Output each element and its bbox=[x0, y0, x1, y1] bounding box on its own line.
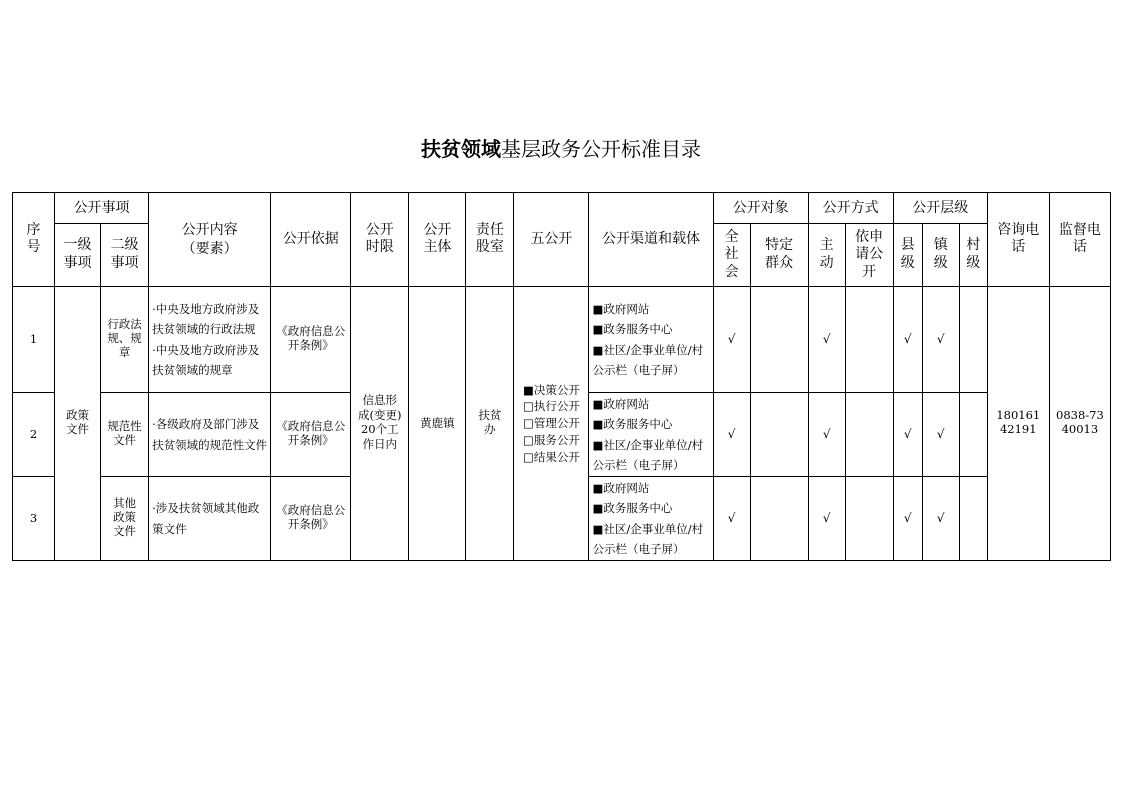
basis-cell: 《政府信息公开条例》 bbox=[271, 287, 351, 393]
header-lvl-county: 县级 bbox=[893, 224, 922, 287]
obj-all-check: √ bbox=[713, 287, 750, 393]
five-item: □管理公开 bbox=[522, 416, 580, 431]
basis-cell: 《政府信息公开条例》 bbox=[271, 477, 351, 561]
header-obj-all: 全社会 bbox=[713, 224, 750, 287]
header-consult: 咨询电话 bbox=[987, 193, 1049, 287]
method-apply-check bbox=[845, 393, 893, 477]
lvl-town-check: √ bbox=[922, 393, 959, 477]
channels-cell: ■政府网站 ■政务服务中心 ■社区/企事业单位/村公示栏（电子屏） bbox=[589, 393, 713, 477]
obj-all-check: √ bbox=[713, 477, 750, 561]
method-active-check: √ bbox=[808, 393, 845, 477]
method-apply-check bbox=[845, 287, 893, 393]
subject-cell: 黄鹿镇 bbox=[409, 287, 466, 561]
header-level2: 二级事项 bbox=[101, 224, 149, 287]
row-seq: 2 bbox=[13, 393, 55, 477]
header-open-items: 公开事项 bbox=[55, 193, 149, 224]
header-lvl-town: 镇级 bbox=[922, 224, 959, 287]
dept-cell: 扶贫办 bbox=[466, 287, 514, 561]
five-item: ■决策公开 bbox=[522, 382, 580, 397]
obj-specific-check bbox=[750, 287, 808, 393]
header-method-active: 主动 bbox=[808, 224, 845, 287]
table-row bbox=[13, 287, 1111, 393]
level1-cell: 政策文件 bbox=[55, 287, 101, 561]
level2-cell: 规范性文件 bbox=[101, 393, 149, 477]
header-supervise: 监督电话 bbox=[1049, 193, 1110, 287]
level2-cell: 其他政策文件 bbox=[101, 477, 149, 561]
content-cell: ·涉及扶贫领域其他政策文件 bbox=[149, 477, 271, 561]
method-active-check: √ bbox=[808, 477, 845, 561]
obj-specific-check bbox=[750, 477, 808, 561]
supervise-phone: 0838-7340013 bbox=[1049, 287, 1110, 561]
lvl-village-check bbox=[959, 287, 987, 393]
content-cell: ·各级政府及部门涉及扶贫领域的规范性文件 bbox=[149, 393, 271, 477]
lvl-village-check bbox=[959, 393, 987, 477]
lvl-county-check: √ bbox=[893, 287, 922, 393]
row-seq: 1 bbox=[13, 287, 55, 393]
header-subject: 公开主体 bbox=[409, 193, 466, 287]
consult-phone: 18016142191 bbox=[987, 287, 1049, 561]
title-bold-part: 扶贫领域 bbox=[421, 137, 501, 161]
header-objects: 公开对象 bbox=[713, 193, 808, 224]
row-seq: 3 bbox=[13, 477, 55, 561]
header-method-apply: 依申请公开 bbox=[845, 224, 893, 287]
channels-cell: ■政府网站 ■政务服务中心 ■社区/企事业单位/村公示栏（电子屏） bbox=[589, 477, 713, 561]
header-lvl-village: 村级 bbox=[959, 224, 987, 287]
header-five: 五公开 bbox=[514, 193, 589, 287]
catalog-table bbox=[12, 192, 1111, 561]
time-limit-cell: 信息形成(变更)20个工作日内 bbox=[351, 287, 409, 561]
header-basis: 公开依据 bbox=[271, 193, 351, 287]
title-rest-part: 基层政务公开标准目录 bbox=[501, 137, 701, 161]
obj-specific-check bbox=[750, 393, 808, 477]
level2-cell: 行政法规、规章 bbox=[101, 287, 149, 393]
lvl-county-check: √ bbox=[893, 477, 922, 561]
page-title bbox=[0, 133, 1122, 162]
obj-all-check: √ bbox=[713, 393, 750, 477]
basis-cell: 《政府信息公开条例》 bbox=[271, 393, 351, 477]
method-apply-check bbox=[845, 477, 893, 561]
lvl-town-check: √ bbox=[922, 477, 959, 561]
header-level1: 一级事项 bbox=[55, 224, 101, 287]
five-cell bbox=[514, 287, 589, 561]
header-dept: 责任股室 bbox=[466, 193, 514, 287]
header-channels: 公开渠道和载体 bbox=[589, 193, 713, 287]
five-item: □服务公开 bbox=[522, 432, 580, 447]
method-active-check: √ bbox=[808, 287, 845, 393]
content-cell: ·中央及地方政府涉及扶贫领域的行政法规 ·中央及地方政府涉及扶贫领域的规章 bbox=[149, 287, 271, 393]
five-item: □执行公开 bbox=[522, 399, 580, 414]
header-obj-specific: 特定群众 bbox=[750, 224, 808, 287]
header-content: 公开内容 （要素） bbox=[149, 193, 271, 287]
lvl-county-check: √ bbox=[893, 393, 922, 477]
lvl-village-check bbox=[959, 477, 987, 561]
header-seq: 序号 bbox=[13, 193, 55, 287]
header-levels: 公开层级 bbox=[893, 193, 987, 224]
five-item: □结果公开 bbox=[522, 449, 580, 464]
header-method: 公开方式 bbox=[808, 193, 893, 224]
header-time-limit: 公开时限 bbox=[351, 193, 409, 287]
channels-cell: ■政府网站 ■政务服务中心 ■社区/企事业单位/村公示栏（电子屏） bbox=[589, 287, 713, 393]
lvl-town-check: √ bbox=[922, 287, 959, 393]
